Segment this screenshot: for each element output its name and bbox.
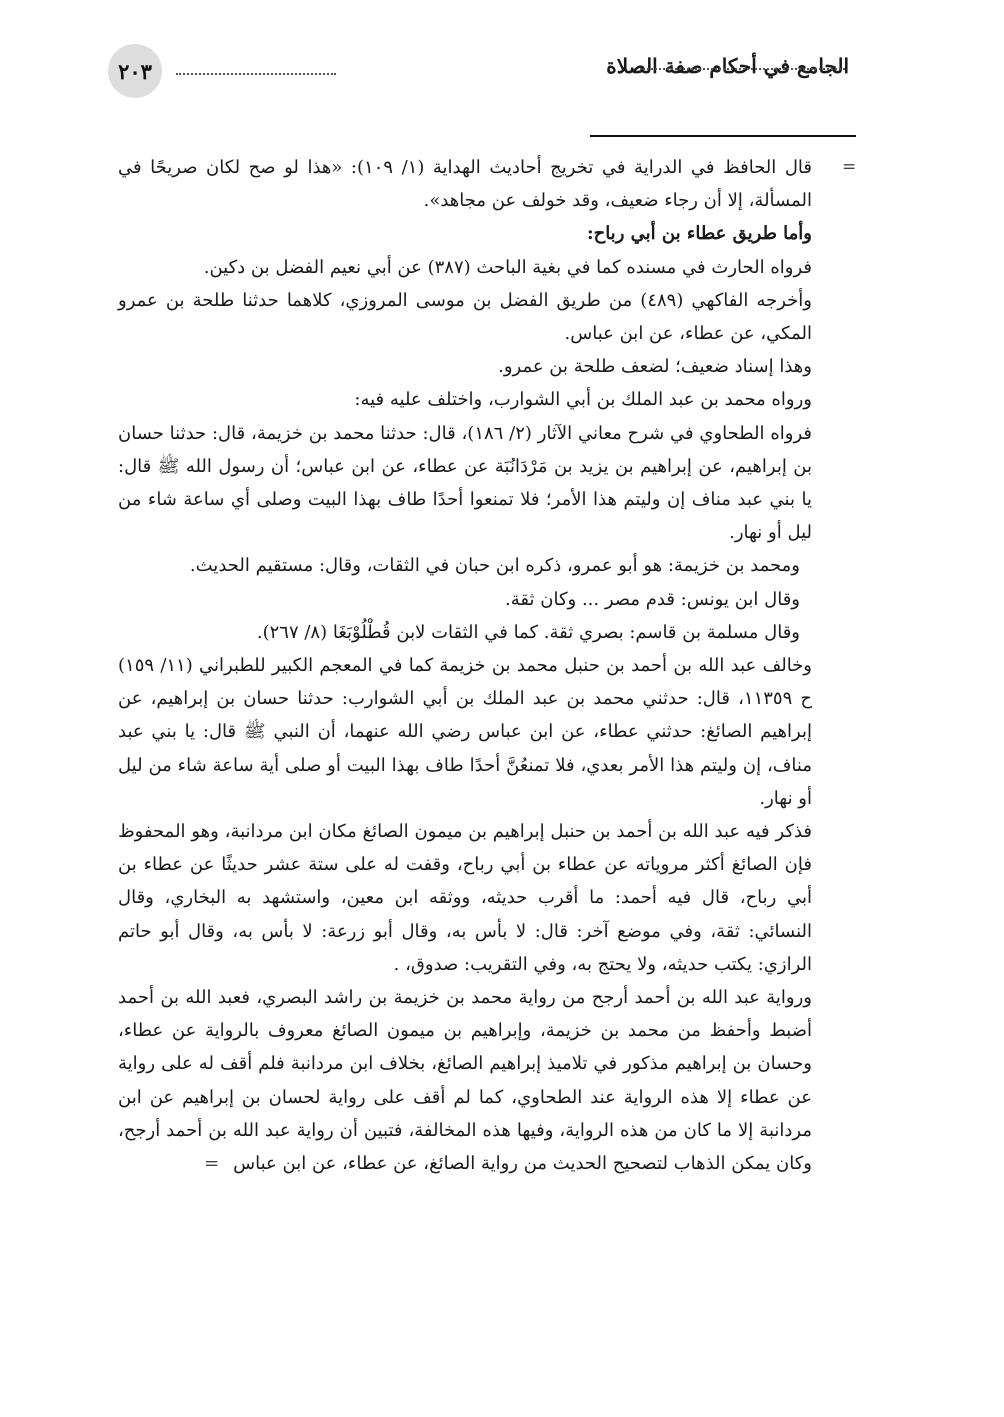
header-dotted-leader-right xyxy=(640,68,845,70)
section-heading: وأما طريق عطاء بن أبي رباح: xyxy=(586,223,812,245)
paragraph-last xyxy=(118,981,812,1180)
paragraph: فذكر فيه عبد الله بن أحمد بن حنبل إبراهيم بن ميمون الصائغ مكان ابن مردانبة، وهو المحفوظ فإن الصائغ أكثر مروياته عن عطاء بن أبي رباح، وقفت له على ستة عشر حديثًا عن عطاء بن أبي رباح، قال فيه أحمد: ما أقرب حديثه، ووثقه ابن معين، واستشهد به البخاري، وقال النسائي: ثقة، وفي موضع آخر: قال: لا بأس به، وقال أبو زرعة: لا بأس به، وقال أبو حاتم الرازي: يكتب حديثه، ولا يحتج به، وفي التقريب: صدوق، . xyxy=(118,821,812,975)
paragraph: قال الحافظ في الدراية في تخريج أحاديث الهداية (١/ ١٠٩): «هذا لو صح لكان صريحًا في المسألة، إلا أن رجاء ضعيف، وقد خولف عن مجاهد». xyxy=(118,157,812,212)
footnote-separator-rule xyxy=(590,135,856,137)
paragraph: فرواه الطحاوي في شرح معاني الآثار (٢/ ١٨٦)، قال: حدثنا محمد بن خزيمة، قال: حدثنا حسان بن إبراهيم، عن إبراهيم بن يزيد بن مَرْدَانُبَة عن عطاء، عن ابن عباس؛ أن رسول الله ﷺ قال: يا بني عبد مناف إن وليتم هذا الأمر؛ فلا تمنعوا أحدًا طاف بهذا البيت وصلى أي ساعة شاء من ليل أو نهار. xyxy=(118,422,812,544)
running-header-title: الجامع في أحكام صفة الصلاة xyxy=(606,54,849,78)
paragraph: وقال مسلمة بن قاسم: بصري ثقة. كما في الثقات لابن قُطْلُوْبَغَا (٨/ ٢٦٧). xyxy=(256,621,800,643)
continuation-mark-bottom: = xyxy=(204,1153,220,1175)
footnote-text-block xyxy=(118,151,812,1180)
page-number-badge: ٢٠٣ xyxy=(108,44,162,98)
paragraph: وقال ابن يونس: قدم مصر ... وكان ثقة. xyxy=(505,588,800,610)
paragraph-last-text: ورواية عبد الله بن أحمد أرجح من رواية محمد بن خزيمة بن راشد البصري، فعبد الله بن أحمد أضبط وأحفظ من محمد بن خزيمة، وإبراهيم بن ميمون الصائغ معروف بالرواية عن عطاء، وحسان بن إبراهيم مذكور في تلاميذ إبراهيم الصائغ، بخلاف ابن مردانبة فلم أقف له على رواية عن عطاء إلا هذه الرواية عند الطحاوي، كما لم أقف على رواية لحسان بن إبراهيم عن ابن مردانبة إلا ما كان من هذه الرواية، وفيها هذه المخالفة، فتبين أن رواية عبد الله بن أحمد أرجح، وكان يمكن الذهاب لتصحيح الحديث من رواية الصائغ، عن عطاء، عن ابن عباس xyxy=(118,987,812,1175)
paragraph: وهذا إسناد ضعيف؛ لضعف طلحة بن عمرو. xyxy=(498,356,812,378)
paragraph: ومحمد بن خزيمة: هو أبو عمرو، ذكره ابن حبان في الثقات، وقال: مستقيم الحديث. xyxy=(189,555,800,577)
paragraph: فرواه الحارث في مسنده كما في بغية الباحث (٣٨٧) عن أبي نعيم الفضل بن دكين. xyxy=(203,256,812,278)
header-dotted-leader-left xyxy=(176,73,336,75)
paragraph: ورواه محمد بن عبد الملك بن أبي الشوارب، واختلف عليه فيه: xyxy=(354,389,812,411)
paragraph: وأخرجه الفاكهي (٤٨٩) من طريق الفضل بن موسى المروزي، كلاهما حدثنا طلحة بن عمرو المكي، عن عطاء، عن ابن عباس. xyxy=(118,289,812,345)
paragraph: وخالف عبد الله بن أحمد بن حنبل محمد بن خزيمة كما في المعجم الكبير للطبراني (١١/ ١٥٩) ح ١١٣٥٩، قال: حدثني محمد بن عبد الملك بن أبي الشوارب: حدثنا حسان بن إبراهيم، عن إبراهيم الصائغ: حدثني عطاء، عن ابن عباس رضي الله عنهما، أن النبي ﷺ قال: يا بني عبد مناف، إن وليتم هذا الأمر بعدي، فلا تمنعُنَّ أحدًا طاف بهذا البيت أو صلى أية ساعة شاء من ليل أو نهار. xyxy=(118,655,813,809)
continuation-mark-top: = xyxy=(842,157,857,177)
